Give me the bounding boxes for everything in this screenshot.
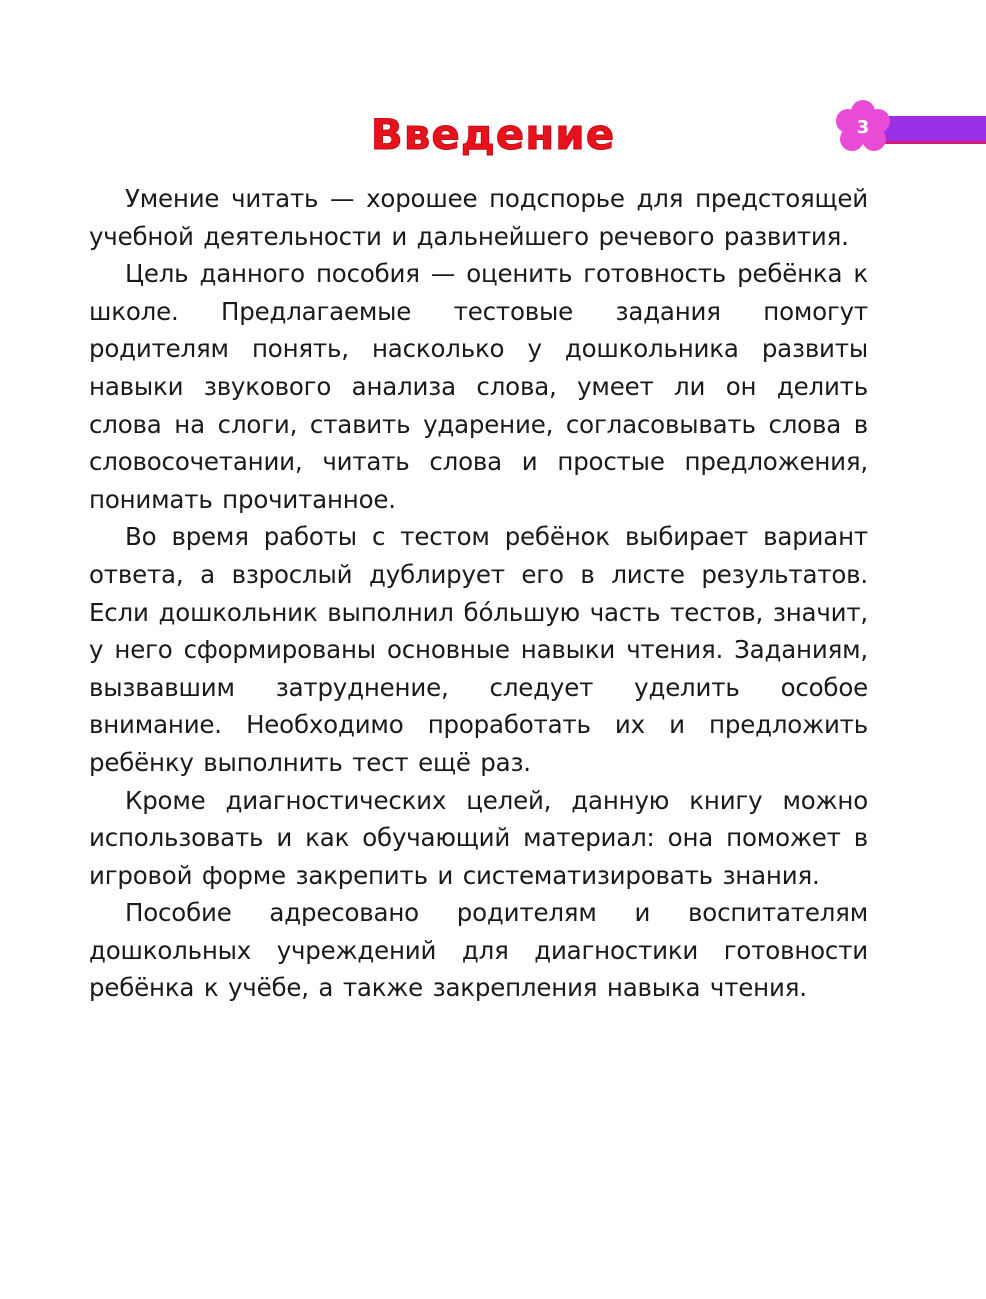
page-title: Введение bbox=[370, 110, 616, 159]
paragraph: Цель данного пособия — оценить готовность ребёнка к школе. Предлагаемые тестовые задания помогут родителям понять, насколько у дошкольника развиты навыки звукового анализа слова, умеет ли он делить слова на слоги, ставить ударение, согласовывать слова в словосочетании, читать слова и простые предложения, понимать прочитанное. bbox=[89, 259, 868, 514]
paragraph: Умение читать — хорошее подспорье для предстоящей учебной деятельности и дальнейшего речевого развития. bbox=[89, 184, 868, 251]
paragraph: Пособие адресовано родителям и воспитателям дошкольных учреждений для диагностики готовности ребёнка к учёбе, а также закрепления навыка чтения. bbox=[89, 898, 868, 1003]
paragraph: Кроме диагностических целей, данную книгу можно использовать и как обучающий материал: она поможет в игровой форме закрепить и систематизировать знания. bbox=[89, 785, 868, 890]
intro-text bbox=[89, 180, 868, 1007]
page-number: 3 bbox=[856, 117, 870, 138]
paragraph: Во время работы с тестом ребёнок выбирает вариант ответа, а взрослый дублирует его в листе результатов. Если дошкольник выполнил бо́льшую часть тестов, значит, у него сформированы основные навыки чтения. Заданиям, вызвавшим затруднение, следует уделить особое внимание. Необходимо проработать их и предложить ребёнку выполнить тест ещё раз. bbox=[89, 522, 868, 777]
